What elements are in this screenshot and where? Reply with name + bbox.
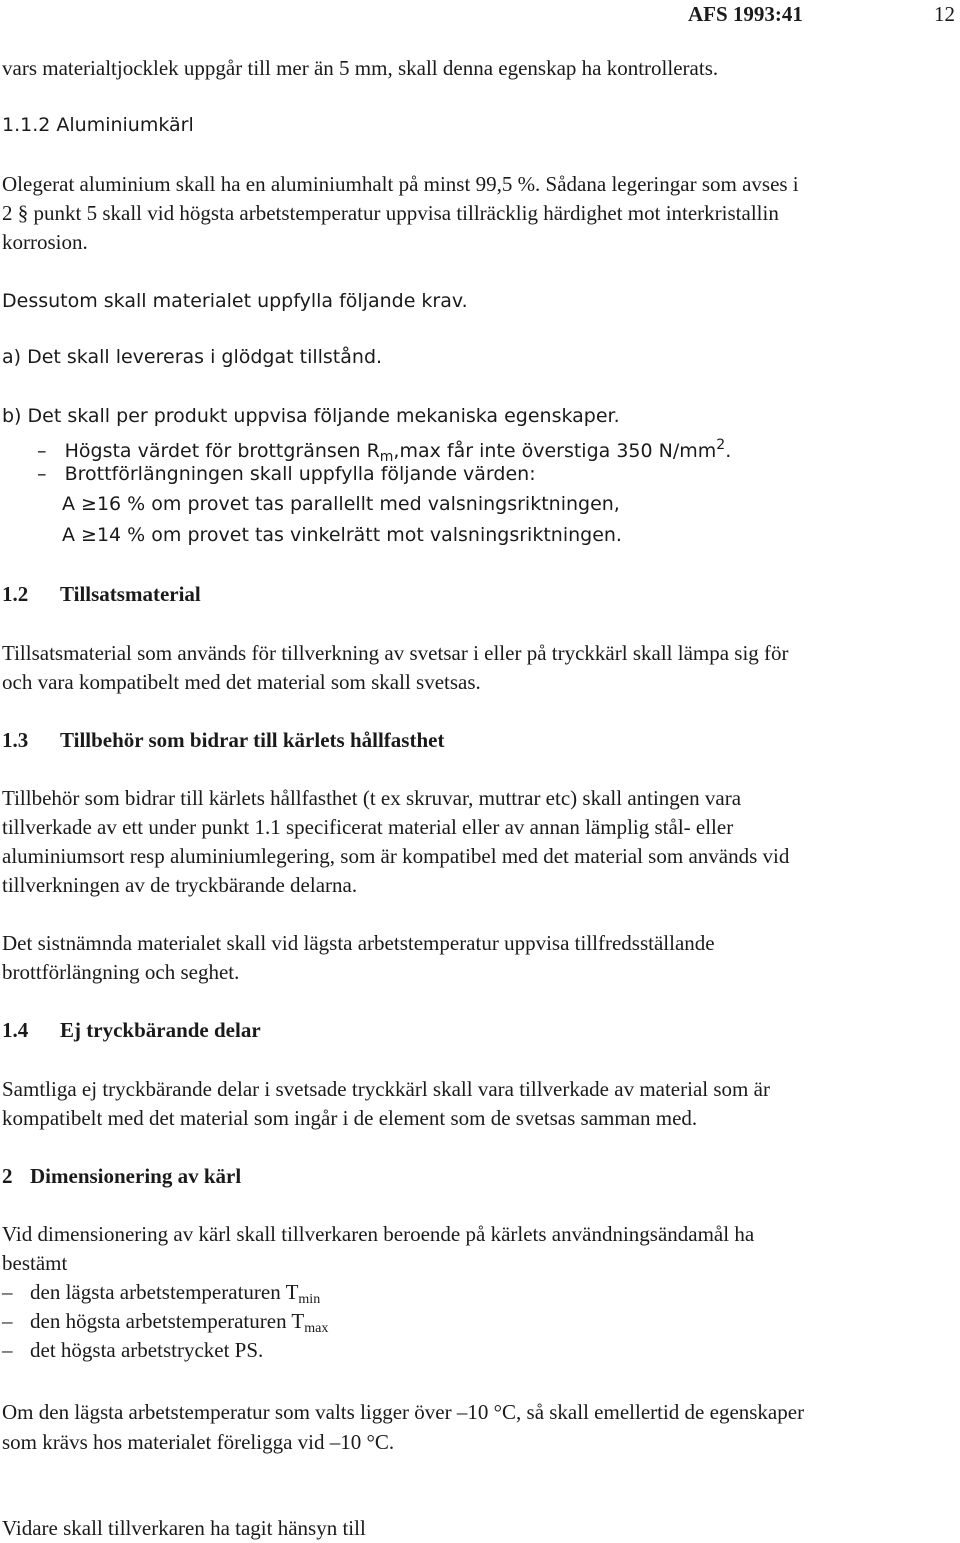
paragraph-line: Tillsatsmaterial som används för tillverkning av svetsar i eller på tryckkärl skall lämpa sig för	[2, 641, 789, 665]
dash-glyph: –	[2, 1309, 13, 1333]
section-heading-1-3	[2, 726, 444, 754]
section-number: 1.2	[2, 582, 29, 606]
section-heading-2	[2, 1162, 241, 1190]
dash-glyph: –	[2, 1280, 13, 1304]
document-reference: AFS 1993:41	[688, 2, 803, 26]
dash-item-text: Högsta värdet för brottgränsen R	[64, 440, 380, 462]
dash-item-text: .	[725, 440, 732, 462]
paragraph-line: kompatibelt med det material som ingår i de element som de svetsas samman med.	[2, 1106, 698, 1130]
subscript: m	[379, 449, 394, 465]
section-number: 1.3	[2, 728, 29, 752]
paragraph-line: brottförlängning och seghet.	[2, 960, 240, 984]
list-item-b: b) Det skall per produkt uppvisa följande mekaniska egenskaper.	[2, 405, 620, 427]
superscript: 2	[716, 437, 726, 453]
paragraph-line: bestämt	[2, 1251, 68, 1275]
paragraph-line: som krävs hos materialet föreligga vid –10 °C.	[2, 1430, 395, 1454]
paragraph-line: 2 § punkt 5 skall vid högsta arbetstemperatur uppvisa tillräcklig härdighet mot interkristallin	[2, 201, 779, 225]
dash-item-text: Brottförlängningen skall uppfylla följande värden:	[64, 463, 536, 485]
list-item-ps	[2, 1336, 263, 1364]
section-number: 2	[2, 1164, 13, 1188]
subsection-heading-1-1-2: 1.1.2 Aluminiumkärl	[2, 114, 194, 136]
paragraph-line: Om den lägsta arbetstemperatur som valts ligger över –10 °C, så skall emellertid de egenskaper	[2, 1400, 805, 1424]
subscript: min	[298, 1292, 321, 1307]
paragraph-line: Vid dimensionering av kärl skall tillverkaren beroende på kärlets användningsändamål ha	[2, 1222, 755, 1246]
section-title: Tillbehör som bidrar till kärlets hållfasthet	[60, 728, 445, 752]
section-heading-1-2	[2, 580, 201, 608]
paragraph-line: korrosion.	[2, 230, 88, 254]
paragraph-line: och vara kompatibelt med det material som skall svetsas.	[2, 670, 481, 694]
section-title: Tillsatsmaterial	[60, 582, 201, 606]
dash-glyph: –	[37, 463, 47, 485]
dash-glyph: –	[2, 1338, 13, 1362]
paragraph-line: aluminiumsort resp aluminiumlegering, som är kompatibel med det material som används vid	[2, 844, 790, 868]
paragraph-line: Vidare skall tillverkaren ha tagit hänsyn till	[2, 1516, 366, 1540]
paragraph-line: tillverkningen av de tryckbärande delarna.	[2, 873, 358, 897]
section-number: 1.4	[2, 1018, 29, 1042]
paragraph-line: Samtliga ej tryckbärande delar i svetsade tryckkärl skall vara tillverkade av material som är	[2, 1077, 770, 1101]
page-number: 12	[934, 2, 955, 26]
list-item-a: a) Det skall levereras i glödgat tillstånd.	[2, 346, 383, 368]
paragraph-line: vars materialtjocklek uppgår till mer än 5 mm, skall denna egenskap ha kontrollerats.	[2, 56, 719, 80]
dash-glyph: –	[37, 440, 47, 462]
dash-item-elongation	[37, 460, 536, 488]
paragraph-line: Tillbehör som bidrar till kärlets hållfasthet (t ex skruvar, muttrar etc) skall antingen vara	[2, 786, 742, 810]
condition-line: A ≥16 % om provet tas parallellt med valsningsriktningen,	[62, 493, 620, 515]
section-title: Dimensionering av kärl	[30, 1164, 242, 1188]
paragraph-line: tillverkade av ett under punkt 1.1 specificerat material eller av annan lämplig stål- eller	[2, 815, 734, 839]
section-title: Ej tryckbärande delar	[60, 1018, 261, 1042]
list-item-text: den högsta arbetstemperaturen T	[30, 1309, 305, 1333]
subscript: max	[304, 1321, 329, 1336]
paragraph-line: Olegerat aluminium skall ha en aluminiumhalt på minst 99,5 %. Sådana legeringar som avses i	[2, 172, 799, 196]
section-heading-1-4	[2, 1016, 261, 1044]
list-item-text: det högsta arbetstrycket PS.	[30, 1338, 264, 1362]
paragraph-line: Det sistnämnda materialet skall vid lägsta arbetstemperatur uppvisa tillfredsställande	[2, 931, 715, 955]
list-item-text: den lägsta arbetstemperaturen T	[30, 1280, 299, 1304]
condition-line: A ≥14 % om provet tas vinkelrätt mot valsningsriktningen.	[62, 524, 622, 546]
paragraph-line: Dessutom skall materialet uppfylla följande krav.	[2, 290, 468, 312]
dash-item-text: ,max får inte överstiga 350 N/mm	[393, 440, 717, 462]
